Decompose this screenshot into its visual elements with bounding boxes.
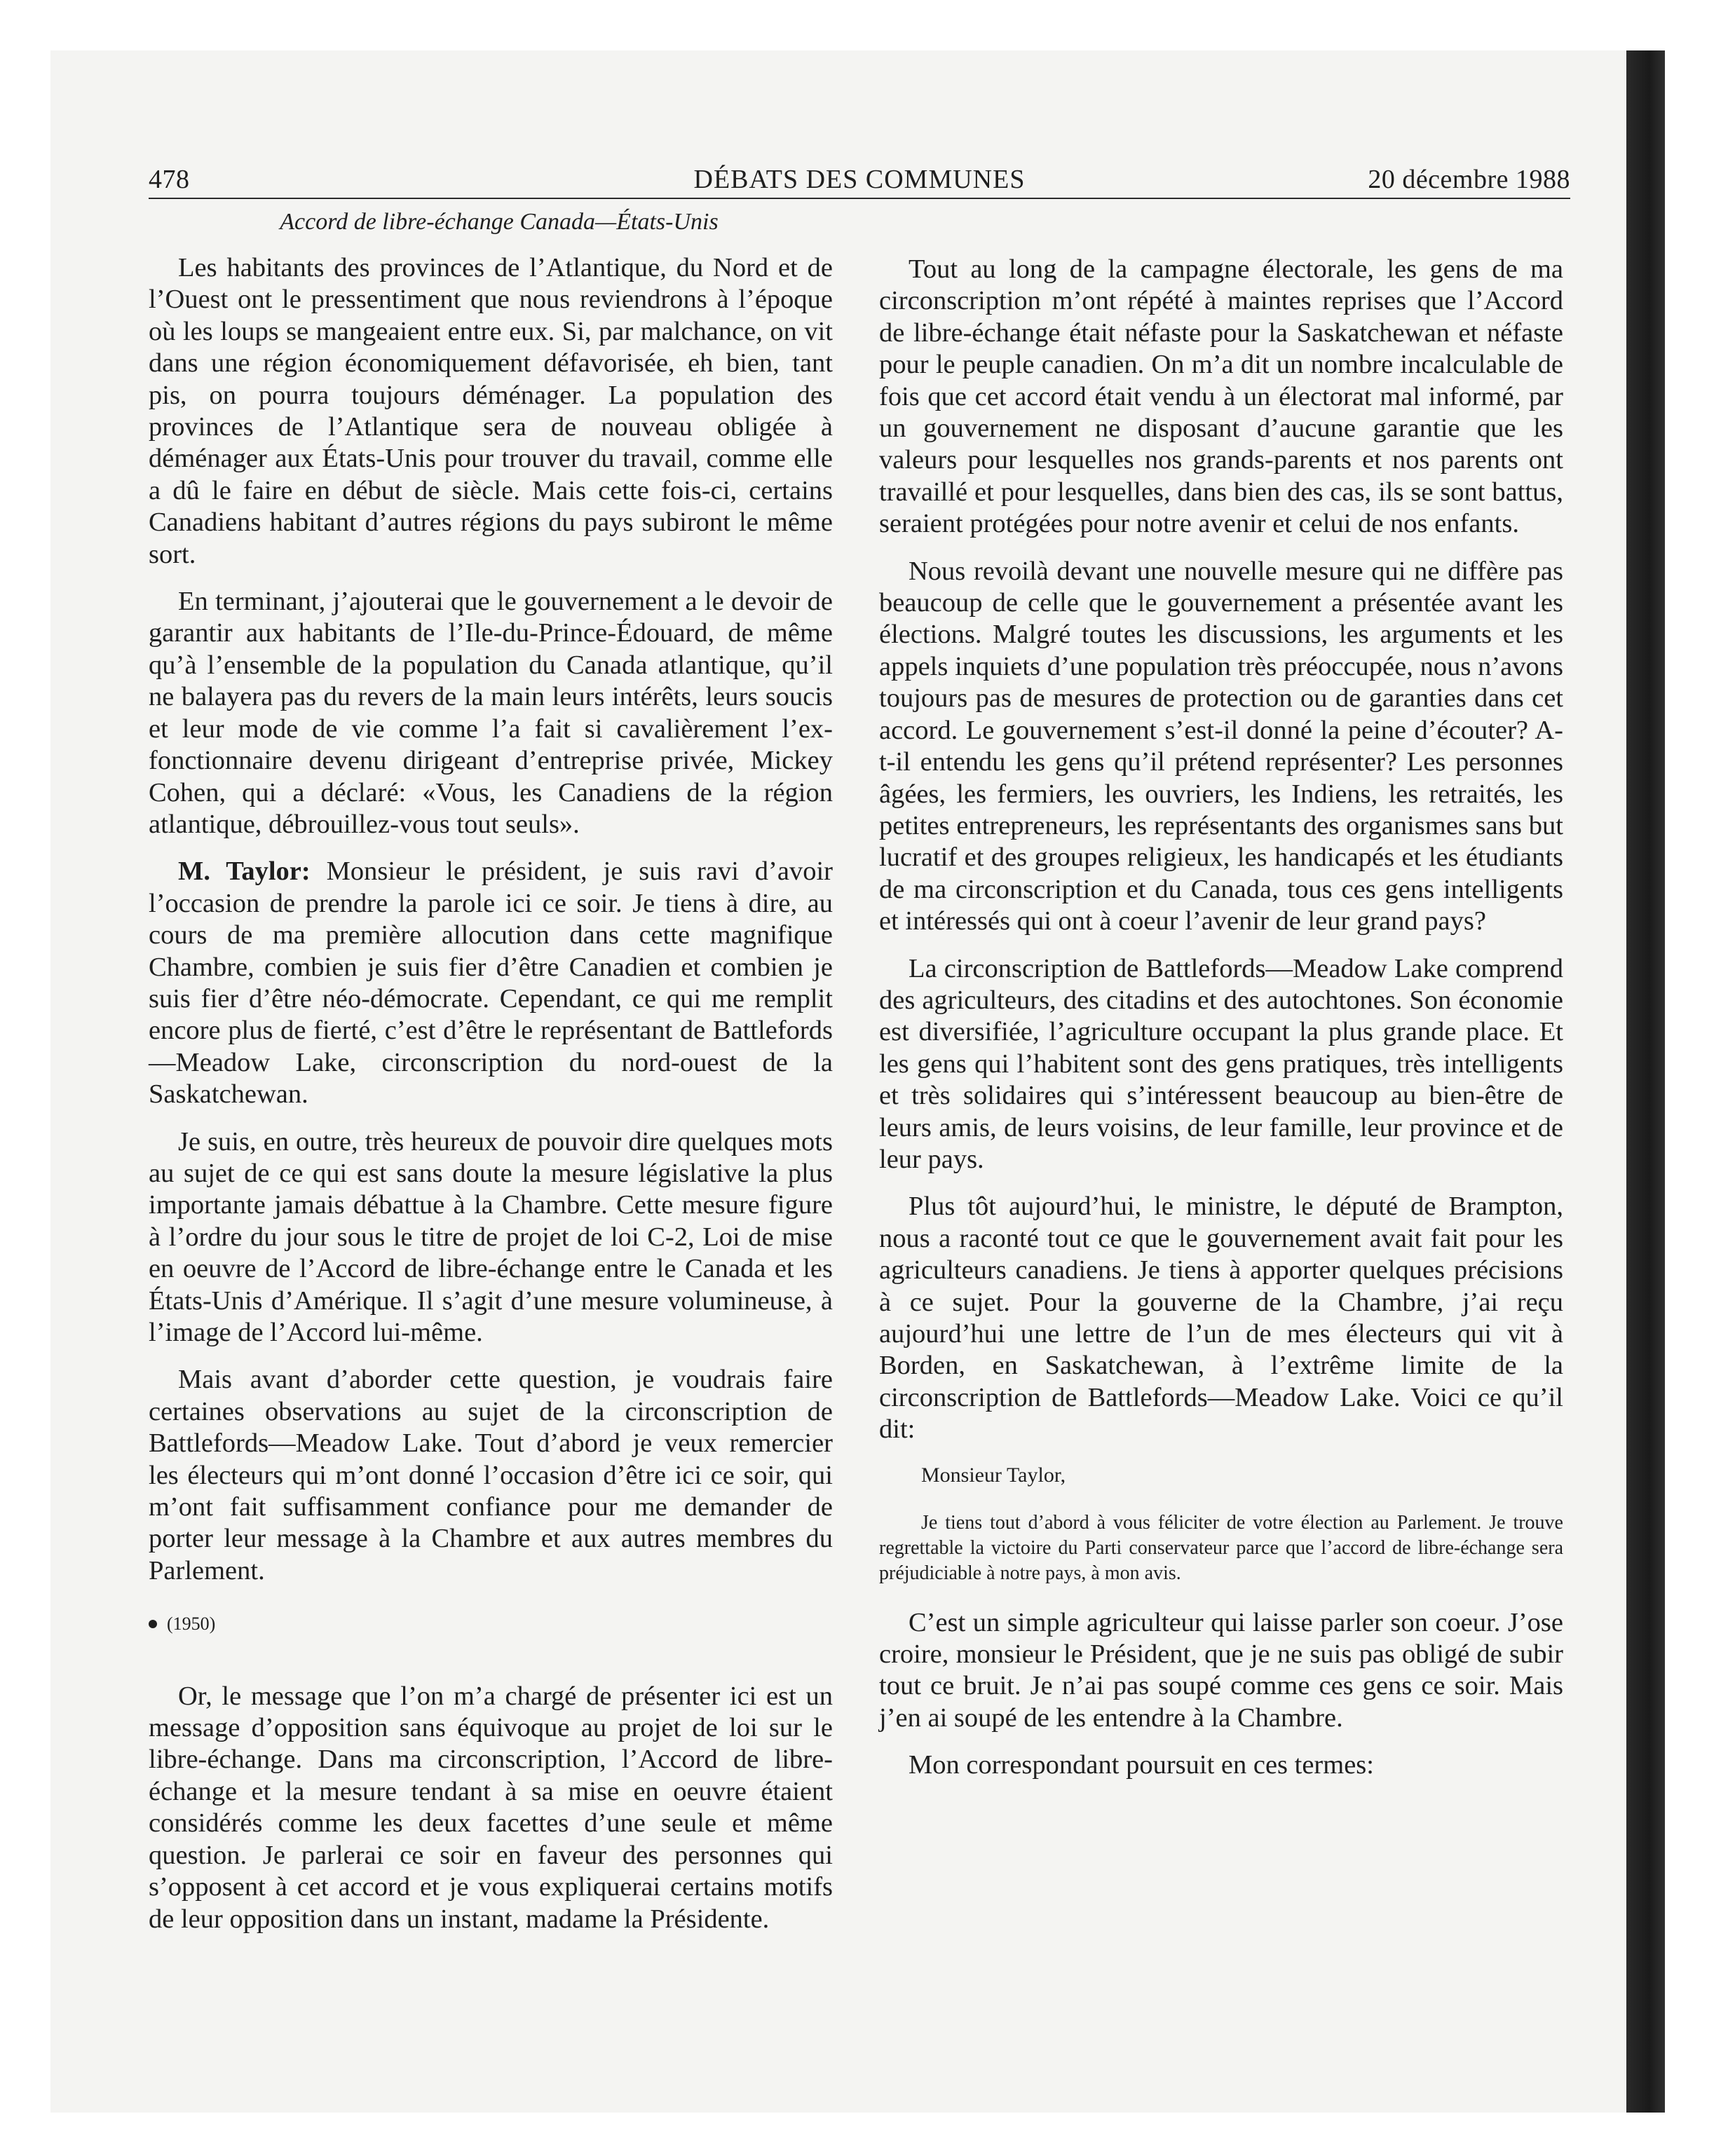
paragraph: Mon correspondant poursuit en ces termes:	[909, 1750, 1374, 1780]
time-marker	[149, 1608, 833, 1639]
paragraph: La circonscription de Battlefords—Meadow Lake comprend des agriculteurs, des citadins et des autochtones. Son économie est diversifiée, l’agriculture occupant la plus grande place. Et les gens qui l’habitent sont des gens pratiques, très intelligents et très solidaires qui s’intéressent beaucoup au bien-être de leurs amis, de leurs voisins, de leur famille, leur province et de leur pays.	[879, 953, 1563, 1174]
left-column	[149, 252, 833, 1951]
section-subtitle: Accord de libre-échange Canada—États-Unis	[280, 209, 719, 235]
scan-edge-bar	[1626, 50, 1665, 2113]
time-marker-text: (1950)	[167, 1613, 216, 1635]
bullet-icon	[149, 1620, 157, 1628]
page-header	[149, 156, 1570, 199]
paragraph: Plus tôt aujourd’hui, le ministre, le député de Brampton, nous a raconté tout ce que le gouvernement avait fait pour les agriculteurs canadiens. Je tiens à apporter quelques précisions à ce sujet. Pour la gouverne de la Chambre, j’ai reçu aujourd’hui une lettre de l’un de mes électeurs qui vit à Borden, en Saskatchewan, à l’extrême limite de la circonscription de Battlefords—Meadow Lake. Voici ce qu’il dit:	[879, 1192, 1563, 1445]
publication-title: DÉBATS DES COMMUNES	[693, 165, 1026, 194]
page-number: 478	[149, 165, 190, 194]
paragraph: C’est un simple agriculteur qui laisse parler son coeur. J’ose croire, monsieur le Président, que je ne suis pas obligé de subir tout ce bruit. Je n’ai pas soupé comme ces gens ce soir. Mais j’en ai soupé de les entendre à la Chambre.	[879, 1607, 1563, 1733]
letter-salutation: Monsieur Taylor,	[921, 1463, 1066, 1487]
speaker-name: M. Taylor:	[178, 857, 311, 887]
paragraph: Or, le message que l’on m’a chargé de présenter ici est un message d’opposition sans équivoque au projet de loi sur le libre-échange. Dans ma circonscription, l’Accord de libre-échange et la mesure tendant à sa mise en oeuvre étaient considérés comme les deux facettes d’une seule et même question. Je parlerai ce soir en faveur des personnes qui s’opposent à cet accord et je vous expliquerai certains motifs de leur opposition dans un instant, madame la Présidente.	[149, 1681, 833, 1934]
paragraph: En terminant, j’ajouterai que le gouvernement a le devoir de garantir aux habitants de l’Ile-du-Prince-Édouard, de même qu’à l’ensemble de la population du Canada atlantique, qu’il ne balayera pas du revers de la main leurs intérêts, leurs soucis et leur mode de vie comme l’a fait si cavalièrement l’ex-fonctionnaire devenu dirigeant d’entreprise privée, Mickey Cohen, qui a déclaré: «Vous, les Canadiens de la région atlantique, débrouillez-vous tout seuls».	[149, 587, 833, 839]
speech-text: Monsieur le président, je suis ravi d’avoir l’occasion de prendre la parole ici ce soir. Je tiens à dire, au cours de ma première allocution dans cette magnifique Chambre, combien je suis fier d’être Canadien et combien je suis fier d’être néo-démocrate. Cependant, ce qui me remplit encore plus de fierté, c’est d’être le représentant de Battlefords—Meadow Lake, circonscription du nord-ouest de la Saskatchewan.	[149, 857, 833, 1110]
page-date: 20 décembre 1988	[1368, 165, 1570, 194]
paragraph-speech	[149, 856, 833, 1110]
paragraph: Mais avant d’aborder cette question, je voudrais faire certaines observations au sujet de la circonscription de Battlefords—Meadow Lake. Tout d’abord je veux remercier les électeurs qui m’ont donné l’occasion d’être ici ce soir, qui m’ont fait suffisamment confiance pour me demander de porter leur message à la Chambre et aux autres membres du Parlement.	[149, 1365, 833, 1585]
paragraph: Les habitants des provinces de l’Atlantique, du Nord et de l’Ouest ont le pressentiment que nous reviendrons à l’époque où les loups se mangeaient entre eux. Si, par malchance, on vit dans une région économiquement défavorisée, eh bien, tant pis, on pourra toujours déménager. La population des provinces de l’Atlantique sera de nouveau obligée à déménager aux États-Unis pour trouver du travail, comme elle a dû le faire en début de siècle. Mais cette fois-ci, certains Canadiens habitant d’autres régions du pays subiront le même sort.	[149, 253, 833, 569]
paragraph: Je suis, en outre, très heureux de pouvoir dire quelques mots au sujet de ce qui est sans doute la mesure législative la plus importante jamais débattue à la Chambre. Cette mesure figure à l’ordre du jour sous le titre de projet de loi C-2, Loi de mise en oeuvre de l’Accord de libre-échange entre le Canada et les États-Unis d’Amérique. Il s’agit d’une mesure volumineuse, à l’image de l’Accord lui-même.	[149, 1126, 833, 1347]
paragraph: Nous revoilà devant une nouvelle mesure qui ne diffère pas beaucoup de celle que le gouvernement a présentée avant les élections. Malgré toutes les discussions, les arguments et les appels inquiets d’une population très préoccupée, nous n’avons toujours pas de mesures de protection ou de garanties dans cet accord. Le gouvernement s’est-il donné la peine d’écouter? A-t-il entendu les gens qu’il prétend représenter? Les personnes âgées, les fermiers, les ouvriers, les Indiens, les retraités, les petites entrepreneurs, les représentants des organismes sans but lucratif et des groupes religieux, les handicapés et les étudiants de ma circonscription et du Canada, tous ces gens intelligents et intéressés qui ont à coeur l’avenir de leur grand pays?	[879, 556, 1563, 936]
paragraph: Tout au long de la campagne électorale, les gens de ma circonscription m’ont répété à maintes reprises que l’Accord de libre-échange était néfaste pour la Saskatchewan et néfaste pour le peuple canadien. On m’a dit un nombre incalculable de fois que cet accord était vendu à un électorat mal informé, par un gouvernement ne disposant d’aucune garantie que les valeurs pour lesquelles nos grands-parents et nos parents ont travaillé et pour lesquelles, dans bien des cas, ils se sont battus, seraient protégées pour notre avenir et celui de nos enfants.	[879, 254, 1563, 539]
right-column	[879, 254, 1563, 1797]
letter-quote: Je tiens tout d’abord à vous féliciter de votre élection au Parlement. Je trouve regrettable la victoire du Parti conservateur parce que l’accord de libre-échange sera préjudiciable à notre pays, à mon avis.	[879, 1511, 1563, 1584]
